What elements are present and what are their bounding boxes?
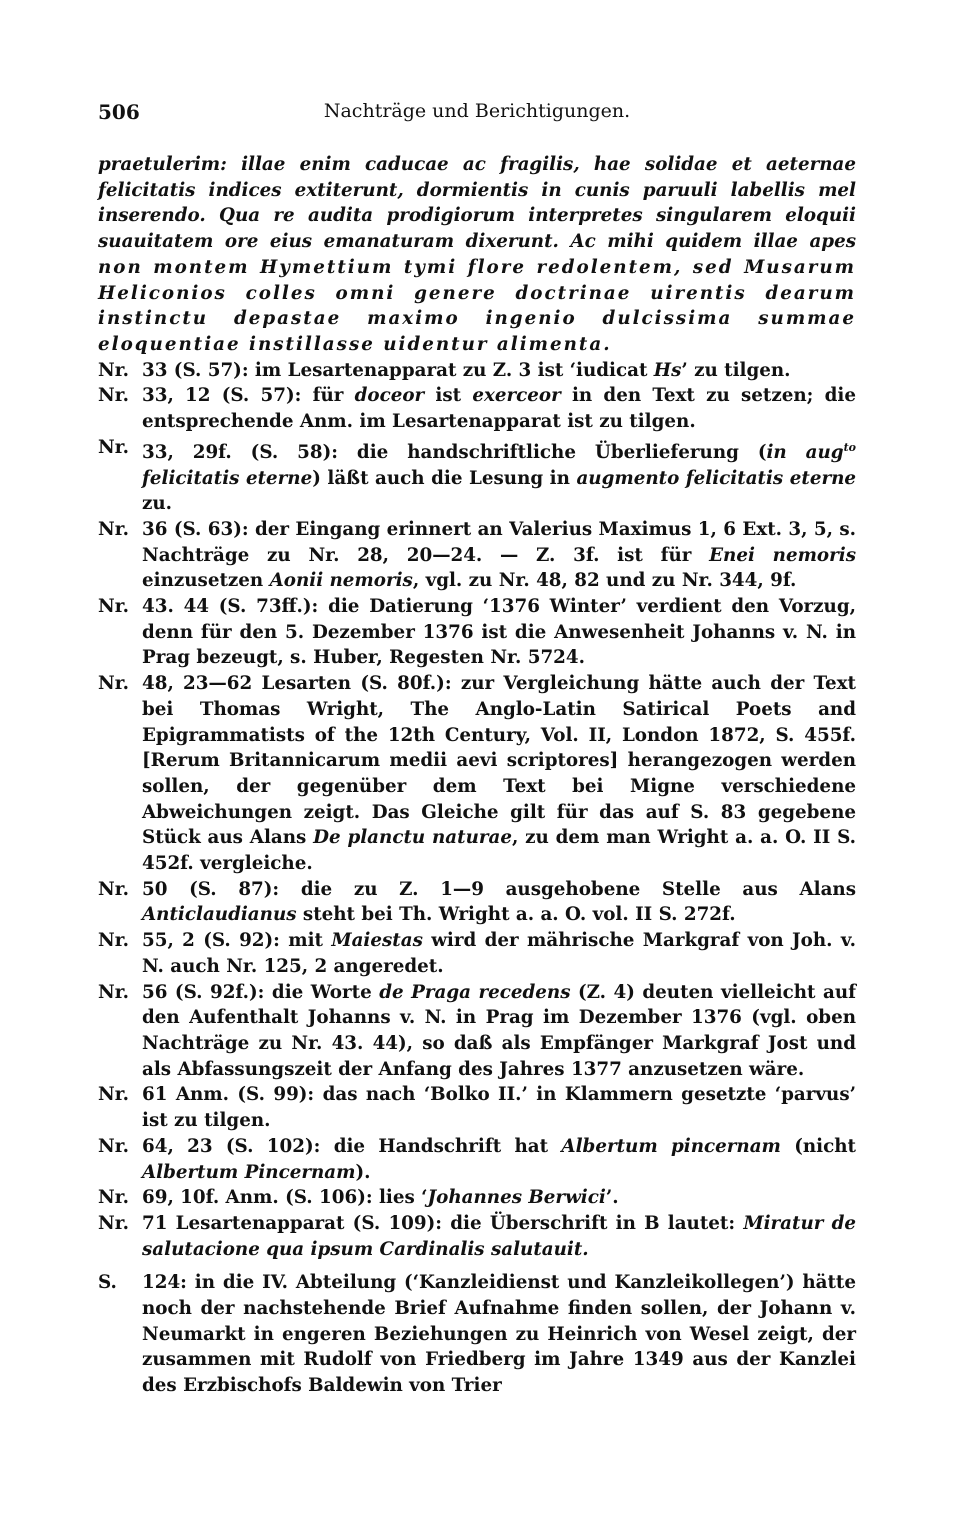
entry-text bbox=[142, 358, 856, 384]
text-segment: 33 (S. 57): im Lesartenapparat zu Z. 3 ist ‘iudicat bbox=[142, 359, 654, 381]
italic-segment: de Praga recedens bbox=[379, 981, 571, 1003]
corrections-list bbox=[98, 358, 856, 1399]
text-segment: 50 (S. 87): die zu Z. 1—9 ausgehobene Stelle aus Alans bbox=[142, 878, 856, 900]
correction-entry bbox=[98, 517, 856, 594]
page-header bbox=[98, 100, 856, 130]
text-segment: ist bbox=[424, 385, 473, 407]
entry-label: Nr. bbox=[98, 518, 130, 540]
text-segment: zu. bbox=[142, 493, 173, 515]
entry-label: Nr. bbox=[98, 930, 130, 952]
entry-label: Nr. bbox=[98, 385, 130, 407]
text-segment: steht bei Th. Wright a. a. O. vol. II S. 272f. bbox=[296, 904, 736, 926]
italic-segment: Albertum pincernam bbox=[561, 1135, 781, 1157]
entry-text bbox=[142, 1185, 856, 1211]
page-number: 506 bbox=[98, 100, 140, 124]
text-segment: 61 Anm. (S. 99): das nach ‘Bolko II.’ in Klammern gesetzte ‘parvus’ ist zu tilgen. bbox=[142, 1084, 856, 1132]
text-segment: ) läßt auch die Lesung in bbox=[312, 467, 577, 489]
text-segment: 33, 12 (S. 57): für bbox=[142, 385, 355, 407]
entry-label: Nr. bbox=[98, 1084, 130, 1106]
text-segment: (nicht bbox=[780, 1135, 856, 1157]
entry-label: Nr. bbox=[98, 359, 130, 381]
entry-text bbox=[142, 594, 856, 671]
document-page bbox=[98, 100, 856, 1399]
correction-entry bbox=[98, 671, 856, 877]
text-segment: 71 Lesartenapparat (S. 109): die Überschrift in B lautet: bbox=[142, 1212, 744, 1234]
text-segment: 36 (S. 63): der Eingang erinnert an Valerius Maximus 1, 6 Ext. 3, 5, s. Nachträge zu Nr. 28, 20—24. — Z. 3f. ist für bbox=[142, 518, 856, 566]
correction-entry bbox=[98, 383, 856, 434]
entry-text bbox=[142, 1134, 856, 1185]
italic-segment: felicitatis eterne bbox=[142, 467, 313, 489]
italic-segment: De planctu naturae bbox=[313, 827, 512, 849]
text-segment: 55, 2 (S. 92): mit bbox=[142, 930, 332, 952]
correction-entry bbox=[98, 1185, 856, 1211]
correction-entry bbox=[98, 435, 856, 517]
italic-segment: augmento felicitatis eterne bbox=[576, 467, 856, 489]
italic-segment: in aug bbox=[766, 441, 844, 463]
correction-entry bbox=[98, 1211, 856, 1262]
running-title: Nachträge und Berichtigungen. bbox=[323, 100, 631, 122]
text-segment: (Z. 4) deuten vielleicht auf den Aufenthalt Johanns v. N. in Prag im Dezember 1376 (vgl. oben Nachträge zu Nr. 43. 44), so daß als Empfänger Markgraf Jost und als Abfassungszeit der Anfang des Jahres 1377 anzusetzen wäre. bbox=[142, 981, 856, 1080]
entry-label: Nr. bbox=[98, 436, 130, 458]
correction-entry bbox=[98, 1270, 856, 1399]
text-segment: 124: in die IV. Abteilung (‘Kanzleidienst und Kanzleikollegen’) hätte noch der nachstehende Brief Aufnahme finden sollen, der Johann v. Neumarkt in engeren Beziehungen zu Heinrich von Wesel zeigt, der zusammen mit Rudolf von Friedberg im Jahre 1349 aus der Kanzlei des Erzbischofs Baldewin von Trier bbox=[142, 1272, 856, 1397]
entry-text bbox=[142, 1082, 856, 1133]
text-segment: 64, 23 (S. 102): die Handschrift hat bbox=[142, 1135, 562, 1157]
entry-text bbox=[142, 980, 856, 1083]
italic-segment: Maiestas bbox=[331, 930, 423, 952]
text-segment: 56 (S. 92f.): die Worte bbox=[142, 981, 380, 1003]
italic-segment: Miratur de salutacione qua ipsum Cardinalis salutauit. bbox=[142, 1212, 857, 1260]
latin-quotation bbox=[98, 152, 856, 358]
text-segment: ’ zu tilgen. bbox=[681, 359, 791, 381]
entry-text bbox=[142, 1270, 856, 1399]
text-segment: 48, 23—62 Lesarten (S. 80f.): zur Vergleichung hätte auch der Text bei Thomas Wright, The Anglo-Latin Satirical Poets and Epigrammatists of the 12th Century, Vol. II, London 1872, S. 455f. [Rerum Britannicarum medii aevi scriptores] herangezogen werden sollen, der gegenüber dem Text bei Migne verschiedene Abweichungen zeigt. Das Gleiche gilt für das auf S. 83 gegebene Stück aus Alans bbox=[142, 673, 856, 849]
text-segment: einzusetzen bbox=[142, 570, 270, 592]
italic-segment: Hs bbox=[653, 359, 682, 381]
correction-entry bbox=[98, 877, 856, 928]
document-body bbox=[98, 152, 856, 1399]
entry-text bbox=[142, 383, 856, 434]
italic-segment: to bbox=[843, 440, 856, 454]
entry-text bbox=[142, 671, 856, 877]
text-segment: , vgl. zu Nr. 48, 82 und zu Nr. 344, 9f. bbox=[412, 570, 797, 592]
italic-segment: Albertum Pincernam bbox=[142, 1161, 356, 1183]
entry-text bbox=[142, 877, 856, 928]
italic-segment: Enei nemoris bbox=[709, 544, 856, 566]
italic-segment: Anticlaudianus bbox=[142, 904, 297, 926]
entry-text bbox=[142, 435, 856, 517]
correction-entry bbox=[98, 980, 856, 1083]
entry-label: Nr. bbox=[98, 596, 130, 618]
text-segment: ’. bbox=[605, 1187, 619, 1209]
quotation-part-2: non montem Hymettium tymi flore redolentem, sed Musarum Heliconios colles omni genere doctrinae uirentis dearum instinctu depastae maximo ingenio dulcissima summae eloquentiae instillasse uidentur alimenta. bbox=[98, 256, 856, 355]
correction-entry bbox=[98, 358, 856, 384]
quotation-part-1: praetulerim: illae enim caducae ac fragilis, hae solidae et aeternae felicitatis indices extiterunt, dormientis in cunis paruuli labellis mel inserendo. Qua re audita prodigiorum interpretes singularem eloquii suauitatem ore eius emanaturam dixerunt. Ac mihi quidem illae apes bbox=[98, 154, 856, 253]
text-segment: 33, 29f. (S. 58): die handschriftliche Überlieferung ( bbox=[142, 441, 767, 463]
text-segment: , zu dem man Wright a. a. O. II S. 452f. vergleiche. bbox=[142, 827, 856, 875]
entry-label: S. bbox=[98, 1272, 117, 1294]
entry-label: Nr. bbox=[98, 673, 130, 695]
italic-segment: Johannes Berwici bbox=[427, 1187, 606, 1209]
entry-text bbox=[142, 1211, 856, 1262]
correction-entry bbox=[98, 594, 856, 671]
correction-entry bbox=[98, 1082, 856, 1133]
italic-segment: doceor bbox=[354, 385, 425, 407]
entry-label: Nr. bbox=[98, 1135, 130, 1157]
italic-segment: Aonii nemoris bbox=[269, 570, 413, 592]
text-segment: in den Text zu setzen; die entsprechende Anm. im Lesartenapparat ist zu tilgen. bbox=[142, 385, 857, 433]
entry-label: Nr. bbox=[98, 981, 130, 1003]
text-segment: 69, 10f. Anm. (S. 106): lies ‘ bbox=[142, 1187, 428, 1209]
entry-text bbox=[142, 928, 856, 979]
text-segment: ). bbox=[355, 1161, 371, 1183]
italic-segment: exerceor bbox=[472, 385, 561, 407]
correction-entry bbox=[98, 1134, 856, 1185]
entry-label: Nr. bbox=[98, 1187, 130, 1209]
entry-text bbox=[142, 517, 856, 594]
text-segment: 43. 44 (S. 73ff.): die Datierung ‘1376 Winter’ verdient den Vorzug, denn für den 5. Dezember 1376 ist die Anwesenheit Johanns v. N. in Prag bezeugt, s. Huber, Regesten Nr. 5724. bbox=[142, 596, 856, 669]
correction-entry bbox=[98, 928, 856, 979]
text-segment: wird der mährische Markgraf von Joh. v. N. auch Nr. 125, 2 angeredet. bbox=[142, 930, 856, 977]
entry-label: Nr. bbox=[98, 878, 130, 900]
entry-label: Nr. bbox=[98, 1212, 130, 1234]
